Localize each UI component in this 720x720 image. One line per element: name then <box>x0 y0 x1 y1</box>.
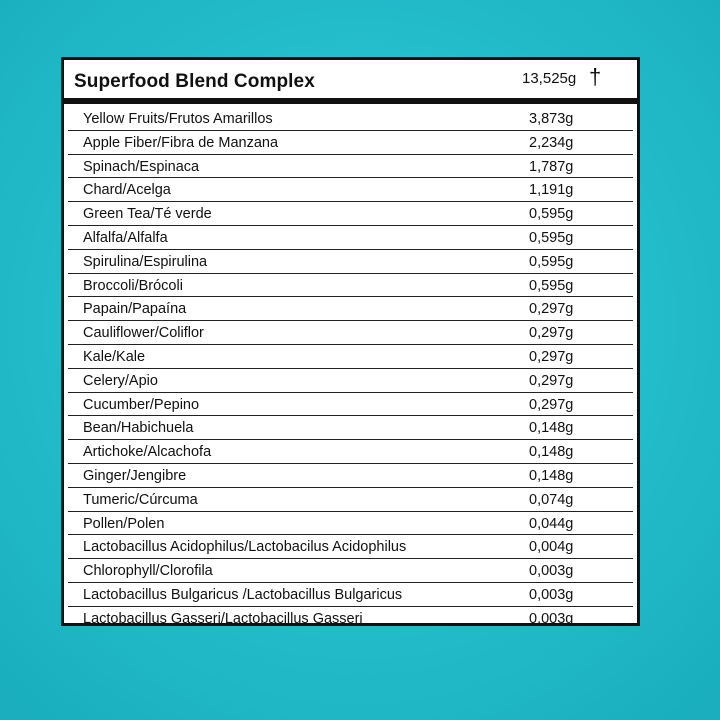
ingredient-name: Alfalfa/Alfalfa <box>83 229 168 246</box>
ingredient-name: Artichoke/Alcachofa <box>83 444 212 461</box>
ingredient-name: Cauliflower/Coliflor <box>83 325 204 342</box>
ingredient-row <box>68 321 633 345</box>
ingredient-row <box>68 107 633 131</box>
panel-header <box>64 60 637 104</box>
ingredient-name: Ginger/Jengibre <box>83 467 187 484</box>
ingredient-row <box>68 369 633 393</box>
ingredient-amount: 3,873g <box>529 111 574 127</box>
ingredient-name: Spinach/Espinaca <box>83 158 200 175</box>
ingredient-amount: 0,297g <box>529 348 574 365</box>
ingredient-row <box>68 559 633 583</box>
ingredient-name: Broccoli/Brócoli <box>83 277 183 294</box>
ingredient-amount: 0,595g <box>529 253 574 270</box>
dagger-footnote-symbol: † <box>589 64 602 89</box>
ingredient-name: Lactobacillus Bulgaricus /Lactobacillus Bulgaricus <box>83 586 403 603</box>
ingredient-name: Tumeric/Cúrcuma <box>83 491 198 508</box>
ingredient-name: Chard/Acelga <box>83 182 171 199</box>
ingredient-name: Papain/Papaína <box>83 301 187 318</box>
ingredient-amount: 1,787g <box>529 158 574 175</box>
ingredient-name: Cucumber/Pepino <box>83 396 200 413</box>
ingredient-amount: 0,595g <box>529 277 574 294</box>
ingredient-row <box>68 297 633 321</box>
ingredient-row <box>68 274 633 298</box>
ingredient-list <box>64 107 637 631</box>
ingredient-row <box>68 607 633 631</box>
blend-total-amount: 13,525g <box>522 70 577 87</box>
ingredient-amount: 0,297g <box>529 301 574 318</box>
ingredient-row <box>68 535 633 559</box>
ingredient-amount: 0,297g <box>529 372 574 389</box>
ingredient-name: Lactobacillus Acidophilus/Lactobacilus Acidophilus <box>83 539 407 556</box>
ingredient-row <box>68 345 633 369</box>
ingredient-amount: 0,044g <box>529 515 574 532</box>
ingredient-row <box>68 464 633 488</box>
ingredient-row <box>68 393 633 417</box>
ingredient-name: Celery/Apio <box>83 372 158 389</box>
ingredient-name: Green Tea/Té verde <box>83 206 212 223</box>
ingredient-amount: 0,148g <box>529 467 574 484</box>
ingredient-row <box>68 440 633 464</box>
supplement-facts-panel <box>61 57 640 626</box>
ingredient-name: Apple Fiber/Fibra de Manzana <box>83 134 279 151</box>
ingredient-row <box>68 250 633 274</box>
ingredient-name: Bean/Habichuela <box>83 420 194 437</box>
ingredient-row <box>68 488 633 512</box>
ingredient-name: Kale/Kale <box>83 348 146 365</box>
ingredient-name: Spirulina/Espirulina <box>83 253 208 270</box>
ingredient-amount: 0,595g <box>529 229 574 246</box>
ingredient-amount: 0,148g <box>529 444 574 461</box>
ingredient-amount: 0,003g <box>529 610 574 627</box>
ingredient-name: Pollen/Polen <box>83 515 165 532</box>
ingredient-row <box>68 416 633 440</box>
ingredient-row <box>68 155 633 179</box>
ingredient-amount: 0,297g <box>529 396 574 413</box>
blend-title: Superfood Blend Complex <box>74 71 315 92</box>
ingredient-amount: 0,595g <box>529 206 574 223</box>
ingredient-amount: 0,074g <box>529 491 574 508</box>
ingredient-name: Lactobacillus Gasseri/Lactobacillus Gasseri <box>83 610 363 627</box>
ingredient-row <box>68 202 633 226</box>
ingredient-row <box>68 178 633 202</box>
ingredient-amount: 1,191g <box>529 182 574 199</box>
ingredient-amount: 2,234g <box>529 134 574 151</box>
ingredient-amount: 0,003g <box>529 586 574 603</box>
ingredient-name: Chlorophyll/Clorofila <box>83 563 213 580</box>
ingredient-row <box>68 583 633 607</box>
ingredient-row <box>68 226 633 250</box>
ingredient-amount: 0,297g <box>529 325 574 342</box>
ingredient-row <box>68 131 633 155</box>
ingredient-row <box>68 512 633 536</box>
ingredient-name: Yellow Fruits/Frutos Amarillos <box>83 111 273 127</box>
ingredient-amount: 0,004g <box>529 539 574 556</box>
ingredient-amount: 0,003g <box>529 563 574 580</box>
ingredient-amount: 0,148g <box>529 420 574 437</box>
